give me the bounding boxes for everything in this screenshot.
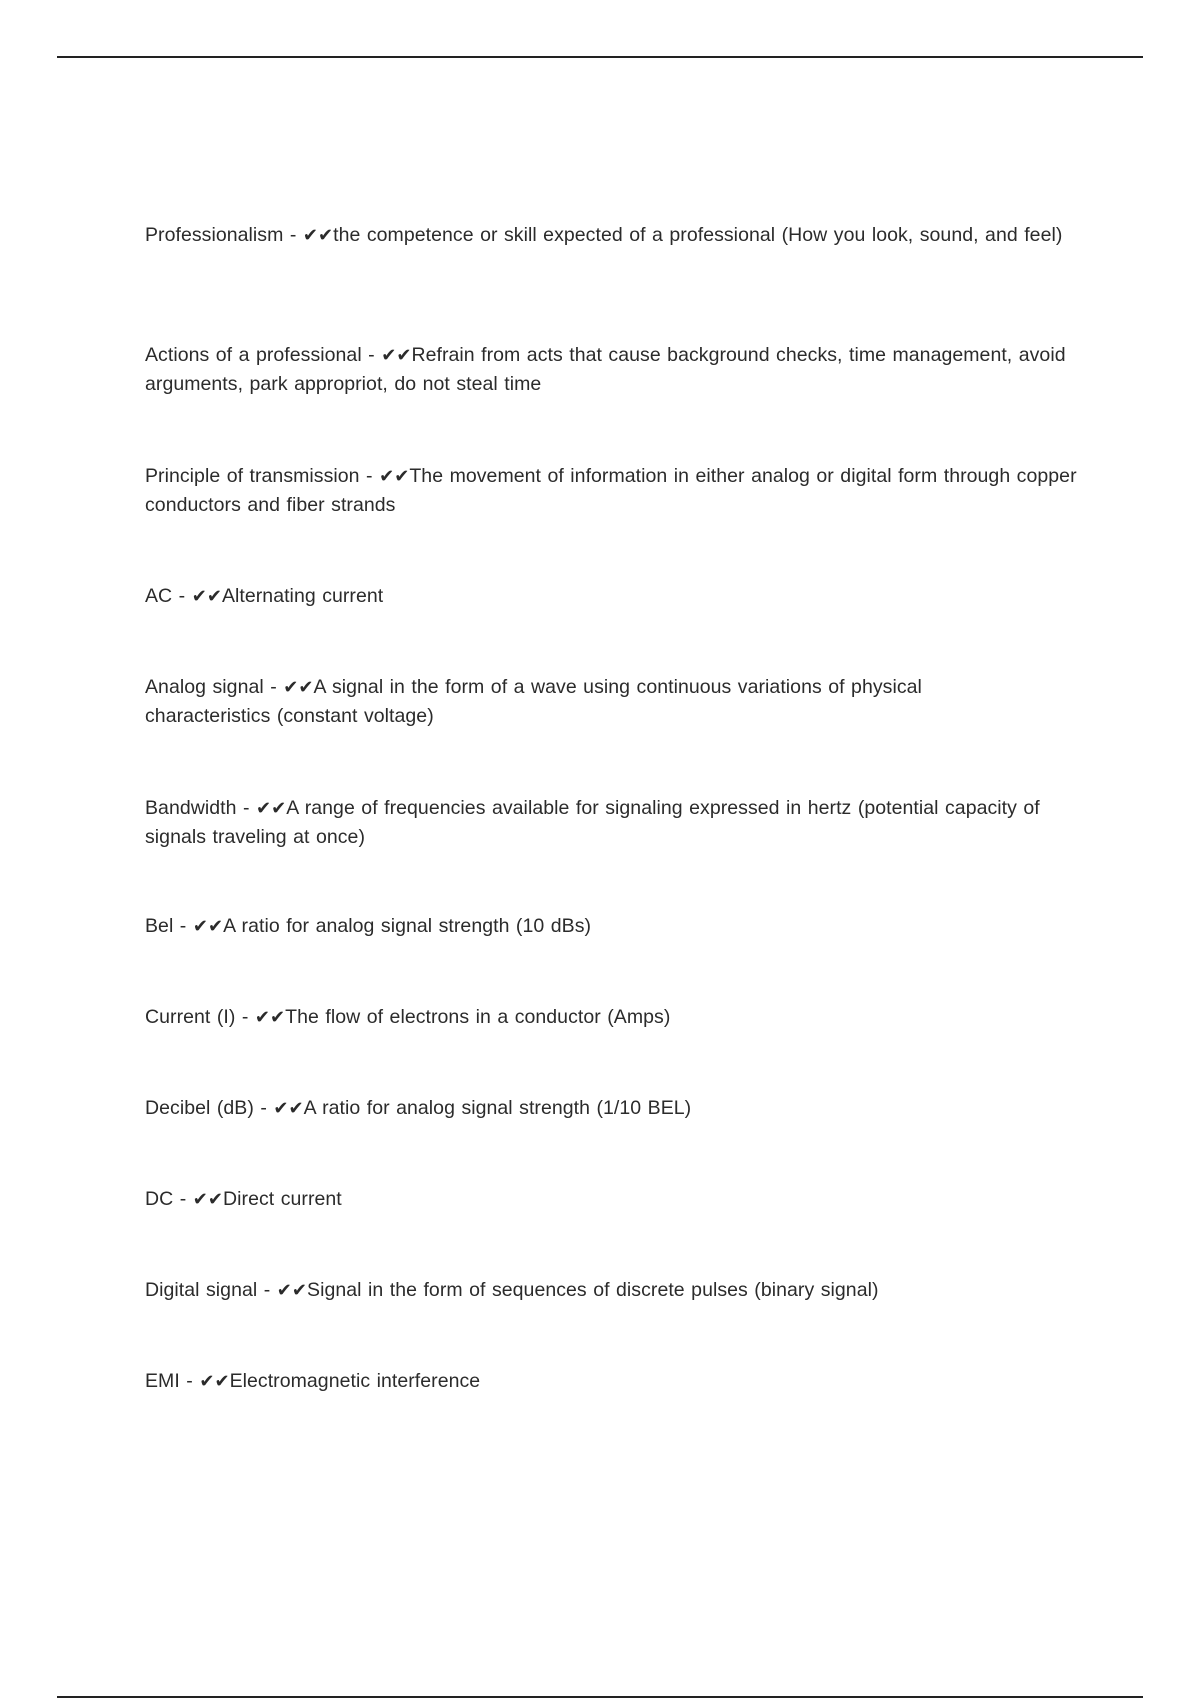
entry-definition: Alternating current <box>221 585 384 607</box>
entry-bandwidth <box>145 794 1080 851</box>
entry-term: Principle of transmission <box>145 465 360 487</box>
check-mark-icon: ✔✔ <box>254 1007 286 1028</box>
entry-term: DC <box>145 1188 174 1210</box>
check-mark-icon: ✔✔ <box>276 1280 308 1301</box>
entry-separator: - <box>236 797 256 819</box>
check-mark-icon: ✔✔ <box>192 1189 224 1210</box>
entry-definition: A ratio for analog signal strength (10 dBs) <box>223 915 592 937</box>
check-mark-icon: ✔✔ <box>379 466 410 487</box>
check-mark-icon: ✔✔ <box>381 345 412 366</box>
entry-separator: - <box>257 1279 277 1301</box>
entry-separator: - <box>359 465 380 487</box>
footer-rule <box>57 1696 1143 1698</box>
check-mark-icon: ✔✔ <box>283 677 314 698</box>
entry-separator: - <box>173 1188 193 1210</box>
entry-separator: - <box>172 585 192 607</box>
entry-definition: A ratio for analog signal strength (1/10 BEL) <box>303 1097 692 1119</box>
entry-term: Bel <box>145 915 174 937</box>
entry-term: Actions of a professional <box>145 344 362 366</box>
entry-term: AC <box>145 585 173 607</box>
entry-separator: - <box>173 915 193 937</box>
entry-term: Digital signal <box>145 1279 258 1301</box>
entry-term: Current (I) <box>145 1006 236 1028</box>
check-mark-icon: ✔✔ <box>191 586 222 607</box>
entry-term: EMI <box>145 1370 180 1392</box>
entry-term: Professionalism <box>145 224 284 246</box>
entry-definition: A signal in the form of a wave using continuous variations of physical characteristics (constant voltage) <box>145 676 922 727</box>
entry-separator: - <box>253 1097 274 1119</box>
entry-term: Decibel (dB) <box>145 1097 254 1119</box>
entry-principle-of-transmission <box>145 462 1080 519</box>
entry-definition: Signal in the form of sequences of discrete pulses (binary signal) <box>307 1279 879 1301</box>
entry-dc <box>145 1185 1080 1214</box>
entry-professionalism <box>145 221 1065 250</box>
entry-separator: - <box>361 344 382 366</box>
entry-definition: The movement of information in either analog or digital form through copper conductors and fiber strands <box>145 465 1077 516</box>
entry-definition: The flow of electrons in a conductor (Amps) <box>285 1006 671 1028</box>
entry-definition: Electromagnetic interference <box>229 1370 481 1392</box>
entry-separator: - <box>283 224 303 246</box>
check-mark-icon: ✔✔ <box>302 225 334 246</box>
entry-ac <box>145 582 1080 611</box>
entry-digital-signal <box>145 1276 1080 1305</box>
entry-term: Bandwidth <box>145 797 237 819</box>
header-rule <box>57 56 1143 58</box>
entry-decibel <box>145 1094 1080 1123</box>
entry-definition: Direct current <box>223 1188 342 1210</box>
entry-definition: the competence or skill expected of a professional (How you look, sound, and feel) <box>333 224 1063 246</box>
entry-actions-of-a-professional <box>145 341 1080 398</box>
entry-definition: Refrain from acts that cause background checks, time management, avoid arguments, park appropriot, do not steal time <box>145 344 1066 395</box>
entry-definition: A range of frequencies available for signaling expressed in hertz (potential capacity of signals traveling at once) <box>145 797 1040 848</box>
entry-analog-signal <box>145 673 995 730</box>
entry-separator: - <box>179 1370 200 1392</box>
check-mark-icon: ✔✔ <box>199 1371 230 1392</box>
check-mark-icon: ✔✔ <box>256 798 287 819</box>
entry-separator: - <box>235 1006 255 1028</box>
entry-term: Analog signal <box>145 676 264 698</box>
entry-bel <box>145 912 1080 941</box>
check-mark-icon: ✔✔ <box>273 1098 304 1119</box>
entry-separator: - <box>263 676 284 698</box>
check-mark-icon: ✔✔ <box>192 916 224 937</box>
entry-current <box>145 1003 1080 1032</box>
entry-emi <box>145 1367 1080 1396</box>
